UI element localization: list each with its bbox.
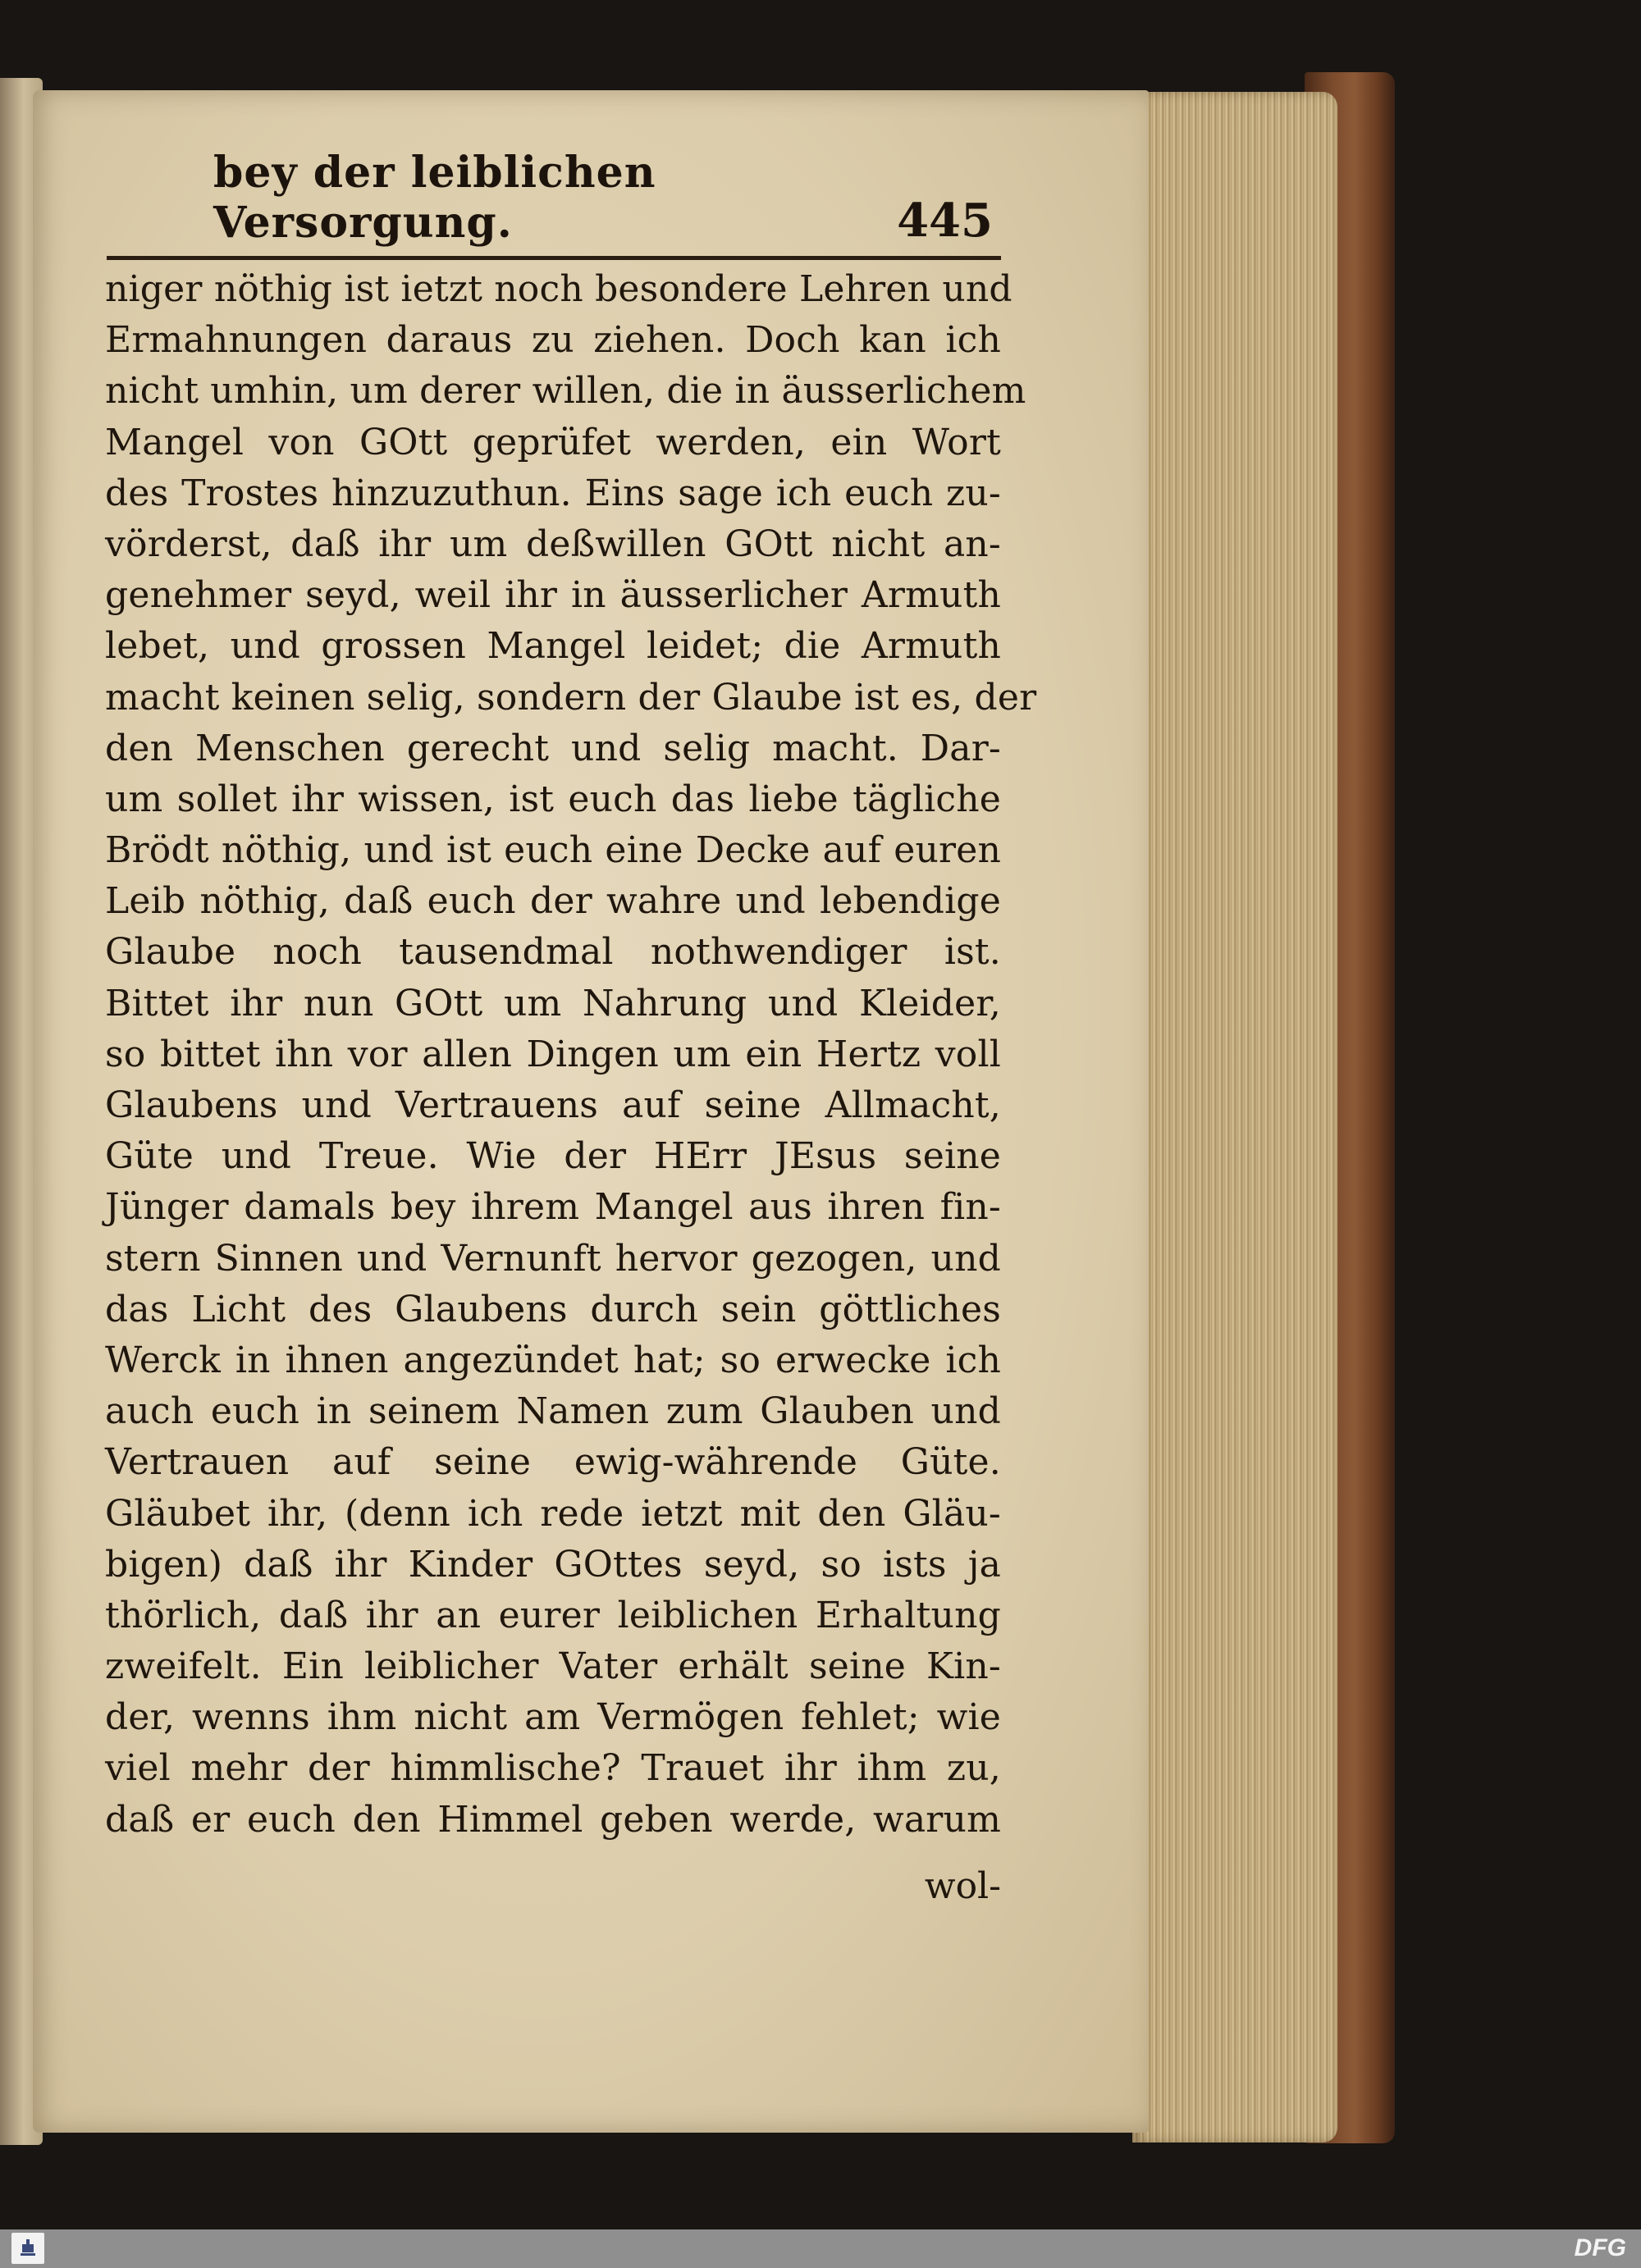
text-line: Werck in ihnen angezündet hat; so erwecke ich xyxy=(105,1339,1001,1381)
header-rule xyxy=(107,256,1001,260)
text-line: der, wenns ihm nicht am Vermögen fehlet; wie xyxy=(105,1696,1001,1739)
running-title: bey der leiblichen Versorgung. xyxy=(213,148,656,248)
body-text xyxy=(105,264,1037,1846)
text-line: macht keinen selig, sondern der Glaube ist es, der xyxy=(105,676,1037,719)
library-logo-icon xyxy=(11,2233,44,2264)
text-line: Ermahnungen daraus zu ziehen. Doch kan ich xyxy=(105,319,1001,362)
page-number: 445 xyxy=(897,194,993,248)
text-line: so bittet ihn vor allen Dingen um ein Hertz voll xyxy=(105,1033,1001,1075)
text-line: vörderst, daß ihr um deßwillen GOtt nicht an- xyxy=(105,523,1001,565)
dfg-logo: DFG xyxy=(1574,2234,1626,2261)
text-line: Güte und Treue. Wie der HErr JEsus seine xyxy=(105,1135,1001,1178)
text-line: das Licht des Glaubens durch sein göttliches xyxy=(105,1288,1001,1330)
text-line: des Trostes hinzuzuthun. Eins sage ich euch zu- xyxy=(105,472,1001,514)
text-line: Mangel von GOtt geprüfet werden, ein Wort xyxy=(105,421,1001,463)
text-line: um sollet ihr wissen, ist euch das liebe tägliche xyxy=(105,778,1001,820)
page-block-edge xyxy=(1132,92,1337,2143)
text-line: den Menschen gerecht und selig macht. Dar- xyxy=(105,727,1001,769)
page-header xyxy=(107,148,1001,248)
text-line: Jünger damals bey ihrem Mangel aus ihren fin- xyxy=(105,1186,1001,1229)
text-line: Bittet ihr nun GOtt um Nahrung und Kleider, xyxy=(105,982,1001,1024)
text-line: Brödt nöthig, und ist euch eine Decke auf euren xyxy=(105,829,1001,872)
text-line: Gläubet ihr, (denn ich rede ietzt mit den Gläu- xyxy=(105,1492,1001,1535)
text-line: auch euch in seinem Namen zum Glauben und xyxy=(105,1390,1001,1433)
viewer-footer-bar xyxy=(0,2229,1641,2268)
catchword: wol- xyxy=(924,1865,1001,1907)
text-line: Glaubens und Vertrauens auf seine Allmacht, xyxy=(105,1084,1001,1126)
text-line: genehmer seyd, weil ihr in äusserlicher Armuth xyxy=(105,574,1001,617)
text-line: Glaube noch tausendmal nothwendiger ist. xyxy=(105,931,1001,974)
text-line: stern Sinnen und Vernunft hervor gezogen, und xyxy=(105,1237,1001,1280)
text-line: thörlich, daß ihr an eurer leiblichen Erhaltung xyxy=(105,1594,1001,1636)
text-line: bigen) daß ihr Kinder GOttes seyd, so ists ja xyxy=(105,1543,1001,1586)
text-line: Leib nöthig, daß euch der wahre und lebendige xyxy=(105,880,1001,923)
text-line: zweifelt. Ein leiblicher Vater erhält seine Kin- xyxy=(105,1645,1001,1688)
text-line: daß er euch den Himmel geben werde, warum xyxy=(105,1798,1001,1841)
text-line: niger nöthig ist ietzt noch besondere Lehren und xyxy=(105,268,1012,310)
text-line: nicht umhin, um derer willen, die in äusserlichem xyxy=(105,370,1026,413)
text-line: lebet, und grossen Mangel leidet; die Armuth xyxy=(105,625,1001,668)
text-line: Vertrauen auf seine ewig-währende Güte. xyxy=(105,1441,1001,1484)
text-line: viel mehr der himmlische? Trauet ihr ihm zu, xyxy=(105,1747,1001,1790)
